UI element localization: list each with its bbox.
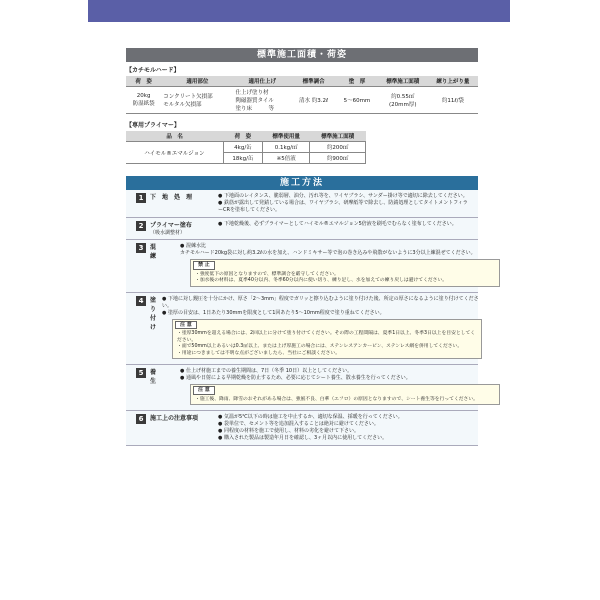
col-header: 適用仕上げ [234,76,292,87]
cell-mix: 清水 約3.2ℓ [291,87,336,114]
step-line: ● 購入された製品は製造年月日を確認し、3ヶ月以内に使用してください。 [218,435,388,441]
step-head [126,243,180,289]
cell-yield: 約11ℓ/袋 [428,87,478,114]
step-number: 4 [136,296,146,306]
step-line: ● 鉄筋が露出して発錆している場合は、ワイヤブラシ、研摩紙等で除去し、防錆処理としてタイトメントフィラーCRを塗布してください。 [218,200,468,213]
step-6 [126,411,478,446]
step-number: 6 [136,414,146,424]
warning-line: ・塗厚30mmを超える場合には、2回以上に分けて塗り付けてください。その際の工程間隔は、夏季1日以上、冬季3日以上を目安としてください。 [177,331,476,343]
cell-usage: 0.1kg/㎡ [262,142,309,153]
step-head [126,414,218,442]
step-number: 5 [136,368,146,378]
step-1 [126,190,478,218]
step-body [180,368,506,407]
step-title: 養 生 [150,369,181,385]
step-body [180,243,506,289]
step-4 [126,293,478,366]
step-subtitle: （吸水調整材） [150,230,186,236]
step-line: ● 仕上げ材施工までの養生期間は、7日（冬季 10日）以上としてください。 [180,368,353,374]
warning-box [190,384,500,405]
warning-title: 注 意 [175,321,197,330]
warning-line: ・用途につきましては不明な点がございましたら、当社にご相談ください。 [177,350,341,356]
warning-body [191,396,499,405]
warning-title: 注 意 [193,386,215,395]
method-title: 施工方法 [126,176,478,190]
step-line: ● 下地面のレイタンス、脆弱層、油分、汚れ等を、ワイヤブラシ、サンダー掛け等で適切に除去してください。 [218,193,468,199]
col-header: 標準施工面積 [378,76,428,87]
cell-area: 約0.55㎡ (20mm厚) [378,87,428,114]
col-header: 練り上がり量 [428,76,478,87]
product1-table [126,76,478,114]
col-header: 塗 厚 [336,76,378,87]
step-line: ● 同程度の材料を施工で使用し、材料の劣化を避けて下さい。 [218,428,359,434]
warning-box [172,319,482,360]
step-title: 施工上の注意事項 [150,415,199,422]
steps-list [126,190,478,446]
cell-usage: ※5倍液 [262,153,309,164]
warning-line: ・加水後の材料は、夏季40分以内、冬季60分以内に使い切り、練り足し、水を加えての練り戻しは避けてください。 [195,278,448,283]
step-line: ● 下地乾燥後、必ずプライマーとしてハイモル®エマルジョン5倍液を刷毛でむらなく塗布してください。 [218,221,457,227]
col-header: 標準調合 [291,76,336,87]
step-3 [126,240,478,293]
step-title: プライマー塗布 [150,222,192,229]
product1-label: 【カチモルハード】 [126,67,180,74]
step-head [126,296,162,362]
cell-package: 4kg/缶 [223,142,262,153]
warning-box [190,259,500,287]
sheet [126,48,478,446]
cell-finish: 仕上げ塗り材 陶磁器質タイル 塗り床 等 [234,87,292,114]
step-head [126,193,218,214]
step-title: 塗 り 付 け [150,296,163,331]
step-body [218,221,478,236]
step-line: ● 通風や日射による早期乾燥を防止するため、必要に応じてシート養生、散水養生を行ってください。 [180,375,411,381]
cell-thickness: 5〜60mm [336,87,378,114]
col-header: 適用部位 [161,76,233,87]
warning-line: ・面で50mm以上あるいは0.3㎡以上、または上げ厚施工の場合には、ステンレスアンカーピン、ステンレス網を併用してください。 [177,344,463,349]
step-line: ● 下地に対し鏝圧を十分にかけ、厚さ「2〜3mm」程度でガリッと擦り込むように塗り付けた後、所定の厚さになるように塗り付けてください。 [162,295,479,309]
warning-line: ・施工後、降雨、降雪のおそれがある場合は、強風不良、白華（エフロ）の原因となりますので、シート養生等を行ってください。 [195,396,478,402]
step-head [126,368,180,407]
step-line: ● 気温が5℃以下の時は施工を中止するか、適切な保温、採暖を行ってください。 [218,414,403,420]
step-5 [126,365,478,411]
cell-product-name: ハイモル®エマルジョン [126,142,223,164]
step-body [218,193,478,214]
cell-parts: コンクリート欠損部 モルタル欠損部 [161,87,233,114]
step-title: 下 地 処 理 [150,194,193,201]
top-banner [88,0,510,22]
step-title: 混 練 [150,244,181,260]
step-number: 1 [136,193,146,203]
warning-body [191,271,499,286]
col-header: 荷 姿 [223,131,262,142]
warning-body [173,330,481,358]
product2-label: 【専用プライマー】 [126,122,180,129]
col-header: 標準使用量 [262,131,309,142]
step-line: ● 塗厚の目安は、1日あたり30mmを限度として1回あたり5〜10mm程度で塗り重ねてください。 [162,309,385,316]
warning-title: 禁 止 [193,261,215,270]
step-body [162,296,488,362]
page-title: 標準施工面積・荷姿 [126,48,478,62]
product2-table [126,131,366,164]
step-2 [126,218,478,240]
col-header: 品 名 [126,131,223,142]
step-body [218,414,478,442]
cell-area: 約200㎡ [310,142,366,153]
col-header: 荷 姿 [126,76,161,87]
step-line: ● 混練水比 [180,243,206,249]
cell-area: 約900㎡ [310,153,366,164]
step-number: 3 [136,243,146,253]
step-head [126,221,218,236]
cell-package: 20kg 防湿紙袋 [126,87,161,114]
col-header: 標準施工面積 [310,131,366,142]
step-line: ● 袋単位で、セメント等を追加混入することは絶対に避けてください。 [218,421,379,427]
warning-line: ・強度低下の原因となりますので、標準調合を厳守してください。 [195,271,339,277]
step-line: カチモルハード20kg袋に対し約3.2ℓの水を加え、ハンドミキサー等で泡の巻き込みや飛散がないように3分以上練混ぜてください。 [180,250,476,256]
step-number: 2 [136,221,146,231]
cell-package: 18kg/缶 [223,153,262,164]
